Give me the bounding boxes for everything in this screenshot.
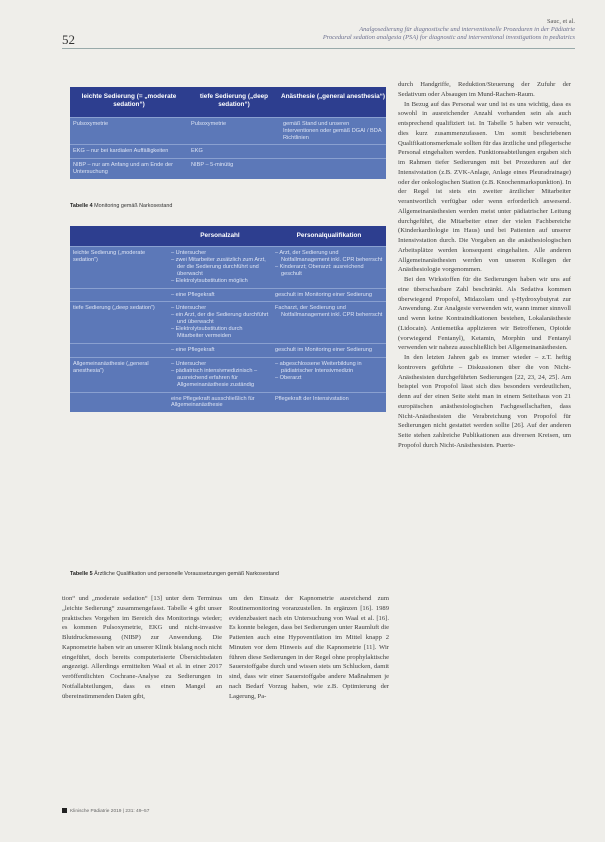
paragraph: um den Einsatz der Kapnometrie ausreichend zum Routinemonitoring voranzustellen. In ergänzen [16]. 1989 evidenzbasiert nach ein Untersuchung von Waal et al. [16]. Es konnte belegen, dass bei Sedierungen unter Raumluft die Patienten auch eine Hypoventilation im Mittel knapp 2 Minuten vor dem Hinweis auf die Kapnometrie [11]. Wir führen diese Sedierungen in der Regel ohne prophylaktische Sauerstoffgabe durch und wissen stets um Schlucken, damit sind, dass wir einer Sauerstoffgabe andere Maßnahmen je nach Bedarf Vorzug haben, wie z.B. Optimierung der Lagerung, Pa- bbox=[229, 595, 389, 700]
page-footer bbox=[62, 808, 149, 814]
caption-label: Tabelle 5 bbox=[70, 571, 93, 577]
caption-label: Tabelle 4 bbox=[70, 203, 93, 209]
table-cell: geschult im Monitoring einer Sedierung bbox=[275, 346, 373, 353]
list-item: – Untersucher bbox=[171, 305, 207, 312]
table-5-header-cell: Personalqualifikation bbox=[296, 232, 362, 239]
table-4-header-cell: leichte Sedierung (= „moderate sedation“) bbox=[81, 93, 177, 108]
body-column-right bbox=[398, 80, 571, 792]
table-5-caption bbox=[70, 571, 279, 577]
paragraph: tion“ und „moderate sedation“ [13] unter dem Terminus „leichte Sedierung“ zusammengefasst. Tabelle 4 gibt unser praktisches Vorgehen im Bereich des Monitorings wieder; es kommen Pulsoxymetrie, EKG und nicht-invasive Blutdruckmessung (NIBP) zur Anwendung. Die Kapnometrie haben wir an unserer Klinik bislang noch nicht eingeführt, doch bereits computerisierte Übersichtsdaten angezeigt. Allerdings ermittelten Waal et al. in einer 2017 veröffentlichten Cochrane-Analyse zu Sedierungen in Notfallabteilungen, dass es einen Mangel an übereinstimmenden Daten gibt, bbox=[62, 595, 222, 700]
table-5-header-cell: Personalzahl bbox=[200, 232, 240, 239]
table-cell bbox=[280, 159, 386, 179]
table-4 bbox=[70, 87, 386, 179]
table-row bbox=[70, 144, 386, 158]
table-cell: – eine Pflegekraft bbox=[171, 291, 215, 298]
table-4-header-cell: Anästhesie („general anesthesia“) bbox=[280, 93, 386, 100]
table-4-header-cell: tiefe Sedierung („deep sedation“) bbox=[199, 93, 269, 108]
list-item: – Kinderarzt; Oberarzt: ausreichend geschult bbox=[275, 263, 364, 277]
list-item: – abgeschlossene Weiterbildung in pädiatrischer Intensivmedizin bbox=[275, 360, 362, 374]
table-cell-label: tiefe Sedierung („deep sedation“) bbox=[73, 305, 155, 312]
footer-square-icon bbox=[62, 808, 67, 813]
running-head-title-de: Analgosedierung für diagnostische und interventionelle Prozeduren in der Pädiatrie bbox=[359, 26, 575, 34]
table-cell: NIBP – nur am Anfang und am Ende der Untersuchung bbox=[73, 162, 174, 175]
table-4-caption bbox=[70, 203, 172, 209]
table-cell: Pulsoxymetrie bbox=[191, 121, 227, 127]
table-cell: gemäß Stand und unseren Interventionen oder gemäß DGAI / BDA Richtlinien bbox=[283, 121, 382, 141]
table-cell: NIBP – 5-minütig bbox=[191, 162, 234, 169]
running-head bbox=[175, 18, 575, 43]
footer-text: Klinische Pädiatrie 2019 | 231: 49–57 bbox=[70, 808, 150, 814]
list-item: – zwei Mitarbeiter zusätzlich zum Arzt, der die Sedierung durchführt und überwacht bbox=[171, 256, 266, 277]
table-cell: Pflegekraft der Intensivstation bbox=[275, 395, 349, 402]
list-item: – Elektrolytsubstitution durch Mitarbeiter vermeiden bbox=[171, 326, 243, 340]
list-item: – pädiatrisch intensivmedizinisch – ausreichend erfahren für Allgemeinanästhesie zuständig bbox=[171, 367, 258, 388]
table-cell: – eine Pflegekraft bbox=[171, 346, 215, 353]
table-5 bbox=[70, 226, 386, 412]
table-cell-label: Allgemeinanästhesie („general anesthesia“) bbox=[73, 360, 149, 374]
table-5-header bbox=[70, 226, 386, 246]
table-cell-label: leichte Sedierung („moderate sedation“) bbox=[73, 250, 146, 263]
header-rule bbox=[62, 48, 575, 49]
list-item: – ein Arzt, der die Sedierung durchführt und überwacht bbox=[171, 312, 269, 326]
table-row bbox=[70, 158, 386, 179]
table-row bbox=[70, 392, 386, 413]
running-head-author: Sauc, et al. bbox=[546, 18, 575, 25]
paragraph: In Bezug auf das Personal war und ist es uns wichtig, dass es sowohl in ausreichender Anzahl vorhanden sein als auch entsprechend qualifiziert ist. In Tabelle 5 haben wir versucht, dies kurz zusammenzufassen. Um somit beschriebenen Qualifikationsmerkmale sollten für das ärztliche und pflegerische Personal eingehalten werden. Funktionsabteilungen ergaben sich im Rahmen tiefer Sedierungen mit bei Prozeduren auf der Intensivstation (z.B. ZVK-Anlage, Anlage eines Pleuradrainage) oder der onkologischen Station (z.B. Knochenmarkspunktion). In der Regel ist stets ein zweiter ärztlicher Mitarbeiter verantwortlich verfügbar oder wenn erforderlich anwesend. Allgemeinanästhesien werden meist unter pädiatrischer Leitung durchgeführt, die Mitarbeiter einer der vielen Fachbereiche (Kinderkardiologie im Haus) und bei Patienten auf unserer Intensivstation durch. Die Vorgaben an die anästhesiologischen Arbeitsplätze werden konsequent eingehalten. Alle anderen Allgemeinanästhesien werden von unseren Kollegen der Anästhesiologie vorgenommen. bbox=[398, 100, 571, 274]
table-row bbox=[70, 301, 386, 343]
table-cell: Pulsoxymetrie bbox=[73, 121, 109, 127]
list-item: – Oberarzt bbox=[275, 374, 302, 381]
table-5-header-cell bbox=[70, 226, 168, 246]
list-item: – Untersucher bbox=[171, 250, 207, 256]
paragraph: Bei den Wirkstoffen für die Sedierungen haben wir uns auf eine überschaubare Zahl beschränkt. Als Sedativa kommen überwiegend Propofol, Midazolam und γ-Hydroxybutyrat zur Anwendung. Zur Analgesie verwenden wir, wann immer sinnvoll und wenn keine Kontraindikationen bestehen, Lokalanästhesie (Lidocain). Antiemetika applizieren wir Betroffenen, Opioide (vorwiegend Fentanyl), Ketamin, Morphin und Fentanyl verwenden wir nahezu ausschließlich bei Allgemeinanästhesien. bbox=[398, 276, 571, 352]
running-head-title-en: Procedural sedation analgesia (PSA) for diagnostic and interventional investigations in pediatrics bbox=[322, 34, 575, 42]
list-item: – Elektrolytsubstitution möglich bbox=[171, 277, 248, 284]
list-item: – Untersucher bbox=[171, 360, 207, 367]
list-item: – Arzt, der Sedierung und Notfallmanagement inkl. CPR beherrscht bbox=[275, 250, 383, 263]
table-row bbox=[70, 357, 386, 392]
paragraph: In den letzten Jahren gab es immer wieder – z.T. heftig kontrovers geführte – Diskussionen über die von Nicht-Anästhesisten durchgeführten Sedierungen [22, 23, 24, 25]. Am beispiel von Propofol lässt sich dies besonders verdeutlichen, denn auf der einen Seite steht man in einem Seiteihaus von 21 europäischen anästhesiologischen Fachgesellschaften, dass Nicht-Anästhesisten die Verabreichung von Propofol für Sedierungen nicht gestattet werden sollte [26]. Auf der anderen Seite stehen zahlreiche Publikationen aus diversen Kreisen, um Propofol durch Nicht-Anästhesisten. Puerte- bbox=[398, 354, 571, 449]
list-item: Facharzt, der Sedierung und Notfallmanagement inkl. CPR beherrscht bbox=[275, 305, 383, 319]
table-cell: geschult im Monitoring einer Sedierung bbox=[275, 291, 373, 298]
caption-text: Monitoring gemäß Narkosestand bbox=[94, 203, 173, 209]
caption-text: Ärztliche Qualifikation und personelle Voraussetzungen gemäß Narkosestand bbox=[94, 571, 280, 577]
table-row bbox=[70, 246, 386, 288]
body-column-left bbox=[62, 594, 222, 796]
body-column-middle bbox=[229, 594, 389, 796]
table-cell: EKG bbox=[191, 148, 203, 155]
table-row bbox=[70, 343, 386, 357]
table-row bbox=[70, 288, 386, 302]
table-4-header bbox=[70, 87, 386, 117]
table-cell bbox=[280, 145, 386, 158]
table-row bbox=[70, 117, 386, 144]
page-number: 52 bbox=[62, 32, 75, 47]
table-cell: EKG – nur bei kardialen Auffälligkeiten bbox=[73, 148, 169, 155]
table-cell: eine Pflegekraft ausschließlich für Allgemeinanästhesie bbox=[171, 395, 255, 409]
paragraph: durch Handgriffe, Reduktion/Steuerung der Zufuhr der Sedativum oder Absaugen im Mund-Rachen-Raum. bbox=[398, 81, 571, 98]
